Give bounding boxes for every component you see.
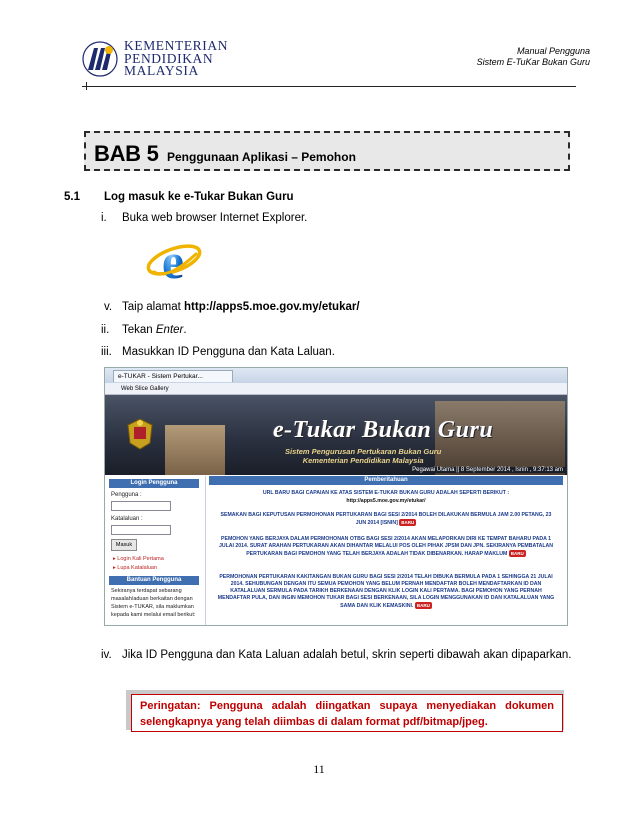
- new-badge: BARU: [416, 603, 430, 608]
- banner-subtitle-line2: Kementerian Pendidikan Malaysia: [302, 456, 424, 465]
- banner-subtitle: [285, 447, 441, 465]
- step-text-part: Tekan: [122, 324, 156, 336]
- header-rule-tick: [86, 82, 87, 90]
- announcement-item-text: PEMOHON YANG BERJAYA DALAM PERMOHONAN OTBG BAGI SESI 2/2014 AKAN MELAPORKAN DIRI KE TEMPAT BAHARU PADA 1 JULAI 2014. SURAT ARAHAN PERTUKARAN AKAN DIHANTAR MELALUI POS OLEH PIHAK JPSM DAN JPN. SEKIRANYA PEMBATALAN PERTUKARAN BAGI PEMOHON YANG TELAH BERJAYA ADALAH TIDAK DIBENARKAN. HARAP MAKLUM: [218, 536, 554, 557]
- forgot-password-link-label: Lupa Katalaluan: [117, 565, 158, 571]
- banner-title: e-Tukar Bukan Guru: [273, 417, 494, 443]
- forgot-password-link[interactable]: ▸ Lupa Katalaluan: [113, 565, 158, 571]
- browser-tab[interactable]: e-TUKAR - Sistem Pertukar...: [113, 370, 233, 382]
- announcement-item: [215, 512, 557, 527]
- step-marker: iv.: [101, 649, 112, 661]
- manual-title: [477, 46, 590, 68]
- announcement-item-text: SEMAKAN BAGI KEPUTUSAN PERMOHONAN PERTUKARAN BAGI SESI 2/2014 BOLEH DILAKUKAN BERMULA JAM 2.00 PETANG, 23 JUN 2014 [ISNIN]: [220, 512, 552, 526]
- favorites-bar: [105, 383, 567, 395]
- svg-text:e: e: [161, 236, 185, 288]
- manual-title-line2: Sistem E-TuKar Bukan Guru: [476, 57, 590, 67]
- manual-title-line1: Manual Pengguna: [516, 46, 590, 56]
- step-text-part: Taip alamat: [122, 301, 185, 313]
- step-text: Jika ID Pengguna dan Kata Laluan adalah betul, skrin seperti dibawah akan dipaparkan.: [122, 649, 572, 661]
- announcement-panel: [209, 476, 565, 625]
- step-text: [122, 324, 187, 336]
- announcement-header: Pemberitahuan: [209, 476, 563, 485]
- reminder-notice: Peringatan: Pengguna adalah diingatkan supaya menyediakan dokumen selengkapnya yang telah diimbas di dalam format pdf/bitmap/jpeg.: [131, 694, 563, 732]
- login-panel-header: Login Pengguna: [109, 479, 199, 488]
- org-name-line1: KEMENTERIAN: [124, 38, 229, 53]
- malaysia-crest-icon: [125, 417, 155, 451]
- login-button[interactable]: Masuk: [111, 539, 137, 551]
- banner-date: Pegawai Utama || 8 September 2014 , Isnin , 9:37:13 am: [412, 467, 563, 473]
- org-name-line3: MALAYSIA: [124, 63, 199, 78]
- kpm-logo-icon: [82, 40, 118, 78]
- step-marker: i.: [101, 212, 107, 224]
- username-input[interactable]: [111, 501, 171, 511]
- internet-explorer-icon: [146, 236, 202, 288]
- first-login-link-label: Login Kali Pertama: [117, 556, 164, 562]
- password-input[interactable]: [111, 525, 171, 535]
- header-rule: [82, 86, 576, 87]
- announcement-item-text: PERMOHONAN PERTUKARAN KAKITANGAN BUKAN GURU BAGI SESI 2/2014 TELAH DIBUKA BERMULA PADA 1 SEHINGGA 21 JULAI 2014. SEHUBUNGAN DENGAN ITU SEMUA PEMOHON YANG BELUM PERNAH MENDAFTAR BOLEH MENDAFTARKAN ID DAN KATALALUAN SERMULA PADA TARIKH BERKENAAN DENGAN KLIK LOGIN KALI PERTAMA. BAGI PEMOHON YANG PERNAH MENDAFTAR PULA, DAN INGIN MEMOHON TUKAR BAGI SESI BERKENAAN, SILA LOGIN MENGGUNAKAN ID DAN KATALALUAN YANG SAMA DAN KLIK KEMASKINI.: [217, 574, 555, 609]
- page-number: 11: [313, 762, 325, 776]
- password-label: Katalaluan :: [111, 516, 143, 522]
- etukar-login-screenshot: [104, 367, 568, 626]
- first-login-link[interactable]: ▸ Login Kali Pertama: [113, 556, 164, 562]
- step-marker: iii.: [101, 346, 112, 358]
- login-panel: [105, 476, 206, 625]
- chapter-title: Penggunaan Aplikasi – Pemohon: [167, 150, 356, 164]
- announcement-item: [215, 536, 557, 558]
- new-badge: BARU: [401, 520, 415, 525]
- etukar-url: http://apps5.moe.gov.my/etukar/: [184, 301, 360, 313]
- org-name-line2: PENDIDIKAN: [124, 50, 214, 66]
- section-title: Log masuk ke e-Tukar Bukan Guru: [104, 191, 294, 203]
- site-banner: [105, 395, 567, 475]
- favorites-item[interactable]: Web Slice Gallery: [121, 386, 169, 392]
- enter-key-label: Enter: [155, 324, 184, 336]
- section-number: 5.1: [64, 191, 80, 203]
- announcement-item: [215, 574, 557, 610]
- step-text: Masukkan ID Pengguna dan Kata Laluan.: [122, 346, 335, 358]
- username-label: Pengguna :: [111, 492, 142, 498]
- announcement-item: URL BARU BAGI CAPAIAN KE ATAS SISTEM E-TUKAR BUKAN GURU ADALAH SEPERTI BERIKUT :: [262, 490, 510, 496]
- org-name: [124, 40, 228, 78]
- step-marker: ii.: [101, 324, 110, 336]
- help-text: Sekiranya terdapat sebarang masalah/aduan berkaitan dengan Sistem e-TUKAR, sila maklumkan kepada kami melalui email berikut:: [111, 588, 196, 618]
- new-badge: BARU: [510, 551, 524, 556]
- help-panel-header: Bantuan Pengguna: [109, 576, 199, 585]
- browser-tab-bar: [105, 368, 567, 384]
- step-text-part: .: [183, 324, 187, 336]
- announcement-url[interactable]: http://apps5.moe.gov.my/etukar/: [346, 498, 426, 504]
- building-image: [165, 425, 225, 475]
- step-text: Buka web browser Internet Explorer.: [122, 212, 308, 224]
- banner-subtitle-line1: Sistem Pengurusan Pertukaran Bukan Guru: [285, 447, 442, 456]
- step-text: [122, 301, 360, 313]
- step-marker: v.: [104, 301, 113, 313]
- chapter-number: BAB 5: [94, 141, 159, 166]
